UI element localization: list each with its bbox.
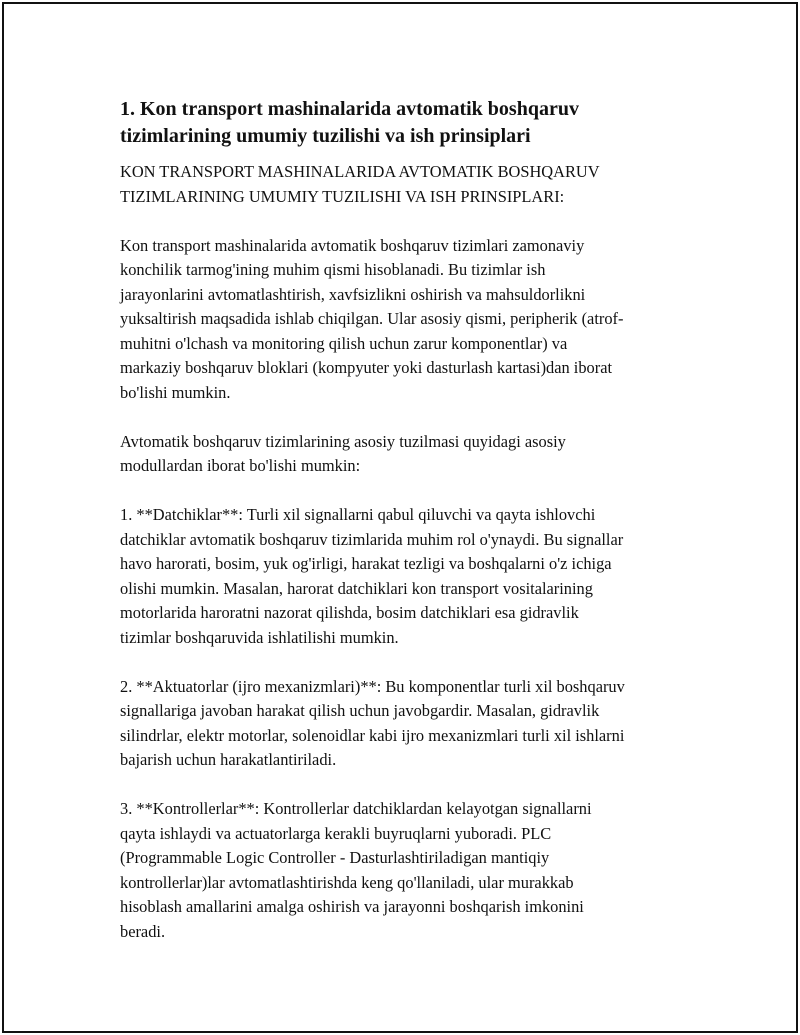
text-line: markaziy boshqaruv bloklari (kompyuter yoki dasturlash kartasi)dan iborat: [120, 358, 613, 377]
text-line: signallariga javoban harakat qilish uchun javobgardir. Masalan, gidravlik: [120, 701, 600, 720]
subtitle-line: KON TRANSPORT MASHINALARIDA AVTOMATIK BOSHQARUV: [120, 162, 600, 181]
text-line: hisoblash amallarini amalga oshirish va jarayonni boshqarish imkonini: [120, 897, 584, 916]
paragraph-controllers: [120, 797, 690, 944]
text-line: havo harorati, bosim, yuk og'irligi, harakat tezligi va boshqalarni o'z ichiga: [120, 554, 612, 573]
text-line: (Programmable Logic Controller - Dasturlashtiriladigan mantiqiy: [120, 848, 550, 867]
text-line: datchiklar avtomatik boshqaruv tizimlarida muhim rol o'ynaydi. Bu signallar: [120, 529, 624, 549]
subtitle-line: TIZIMLARINING UMUMIY TUZILISHI VA ISH PRINSIPLARI:: [120, 186, 565, 206]
text-line: Kon transport mashinalarida avtomatik boshqaruv tizimlari zamonaviy: [120, 235, 585, 255]
text-line: tizimlar boshqaruvida ishlatilishi mumkin.: [120, 627, 399, 647]
page-frame: [2, 2, 798, 1033]
text-line: 3. **Kontrollerlar**: Kontrollerlar datchiklardan kelayotgan signallarni: [120, 799, 592, 818]
title-line: tizimlarining umumiy tuzilishi va ish prinsiplari: [120, 125, 531, 147]
document-title: [120, 96, 690, 150]
text-line: bo'lishi mumkin.: [120, 382, 231, 402]
text-line: muhitni o'lchash va monitoring qilish uchun zarur komponentlar) va: [120, 333, 568, 353]
paragraph-intro: [120, 234, 690, 406]
text-line: bajarish uchun harakatlantiriladi.: [120, 750, 337, 769]
text-line: 1. **Datchiklar**: Turli xil signallarni qabul qiluvchi va qayta ishlovchi: [120, 505, 596, 524]
text-line: silindrlar, elektr motorlar, solenoidlar kabi ijro mexanizmlari turli xil ishlarni: [120, 725, 625, 745]
text-line: jarayonlarini avtomatlashtirish, xavfsizlikni oshirish va mahsuldorlikni: [120, 284, 586, 304]
paragraph-actuators: [120, 675, 690, 773]
document-body: [120, 96, 690, 944]
text-line: Avtomatik boshqaruv tizimlarining asosiy tuzilmasi quyidagi asosiy: [120, 431, 566, 451]
text-line: yuksaltirish maqsadida ishlab chiqilgan. Ular asosiy qismi, peripherik (atrof-: [120, 309, 624, 328]
text-line: kontrollerlar)lar avtomatlashtirishda keng qo'llaniladi, ular murakkab: [120, 872, 574, 892]
text-line: konchilik tarmog'ining muhim qismi hisoblanadi. Bu tizimlar ish: [120, 260, 546, 279]
paragraph-structure: [120, 430, 690, 479]
text-line: 2. **Aktuatorlar (ijro mexanizmlari)**: Bu komponentlar turli xil boshqaruv: [120, 676, 625, 696]
title-line: 1. Kon transport mashinalarida avtomatik boshqaruv: [120, 98, 579, 120]
document-subtitle: [120, 160, 690, 209]
text-line: modullardan iborat bo'lishi mumkin:: [120, 456, 361, 475]
text-line: motorlarida haroratni nazorat qilishda, bosim datchiklari esa gidravlik: [120, 603, 579, 622]
text-line: beradi.: [120, 921, 166, 941]
text-line: qayta ishlaydi va actuatorlarga kerakli buyruqlarni yuboradi. PLC: [120, 823, 552, 843]
paragraph-sensors: [120, 503, 690, 650]
text-line: olishi mumkin. Masalan, harorat datchiklari kon transport vositalarining: [120, 578, 593, 598]
